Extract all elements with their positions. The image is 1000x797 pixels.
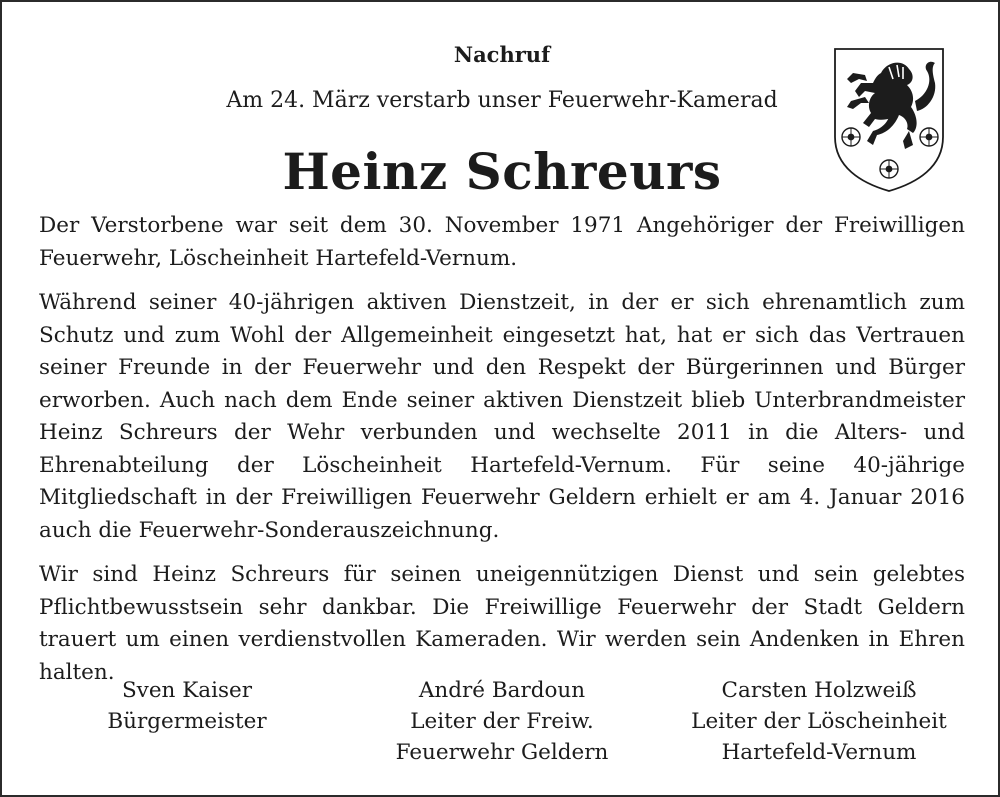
signer-name: Sven Kaiser	[121, 678, 253, 703]
signer-role: Bürgermeister	[107, 709, 267, 734]
signer-role: Leiter der Löscheinheit	[691, 709, 947, 734]
signer-unit-leader	[669, 675, 969, 768]
signer-name: André Bardoun	[418, 678, 586, 703]
deceased-name: Heinz Schreurs	[282, 142, 722, 201]
paragraph-gratitude: Wir sind Heinz Schreurs für seinen uneigennützigen Dienst und sein gelebtes Pflichtbewusstsein sehr dankbar. Die Freiwillige Feuerwehr der Stadt Geldern trauert um einen verdienstvollen Kameraden. Wir werden sein Andenken in Ehren halten.	[39, 562, 965, 685]
paragraph-membership: Der Verstorbene war seit dem 30. November 1971 Angehöriger der Freiwilligen Feuerwehr, Löscheinheit Hartefeld-Vernum.	[39, 213, 965, 271]
notice-title: Nachruf	[453, 42, 551, 67]
paragraph-service: Während seiner 40-jährigen aktiven Dienstzeit, in der er sich ehrenamtlich zum Schutz und zum Wohl der Allgemeinheit eingesetzt hat, hat er sich das Vertrauen seiner Freunde in der Feuerwehr und den Respekt der Bürgerinnen und Bürger erworben. Auch nach dem Ende seiner aktiven Dienstzeit blieb Unterbrandmeister Heinz Schreurs der Wehr verbunden und wechselte 2011 in die Alters- und Ehrenabteilung der Löscheinheit Hartefeld-Vernum. Für seine 40-jährige Mitgliedschaft in der Freiwilligen Feuerwehr Geldern erhielt er am 4. Januar 2016 auch die Feuerwehr-Sonderauszeichnung.	[39, 290, 965, 543]
signer-fire-chief	[352, 675, 652, 768]
notice-intro: Am 24. März verstarb unser Feuerwehr-Kamerad	[226, 88, 778, 113]
signer-role-cont: Feuerwehr Geldern	[395, 740, 609, 765]
signer-role: Leiter der Freiw.	[410, 709, 594, 734]
obituary-text	[39, 210, 965, 701]
signer-name: Carsten Holzweiß	[721, 678, 917, 703]
signer-mayor	[37, 675, 337, 737]
coat-of-arms-lion-icon	[829, 45, 949, 193]
signer-role-cont: Hartefeld-Vernum	[721, 740, 917, 765]
